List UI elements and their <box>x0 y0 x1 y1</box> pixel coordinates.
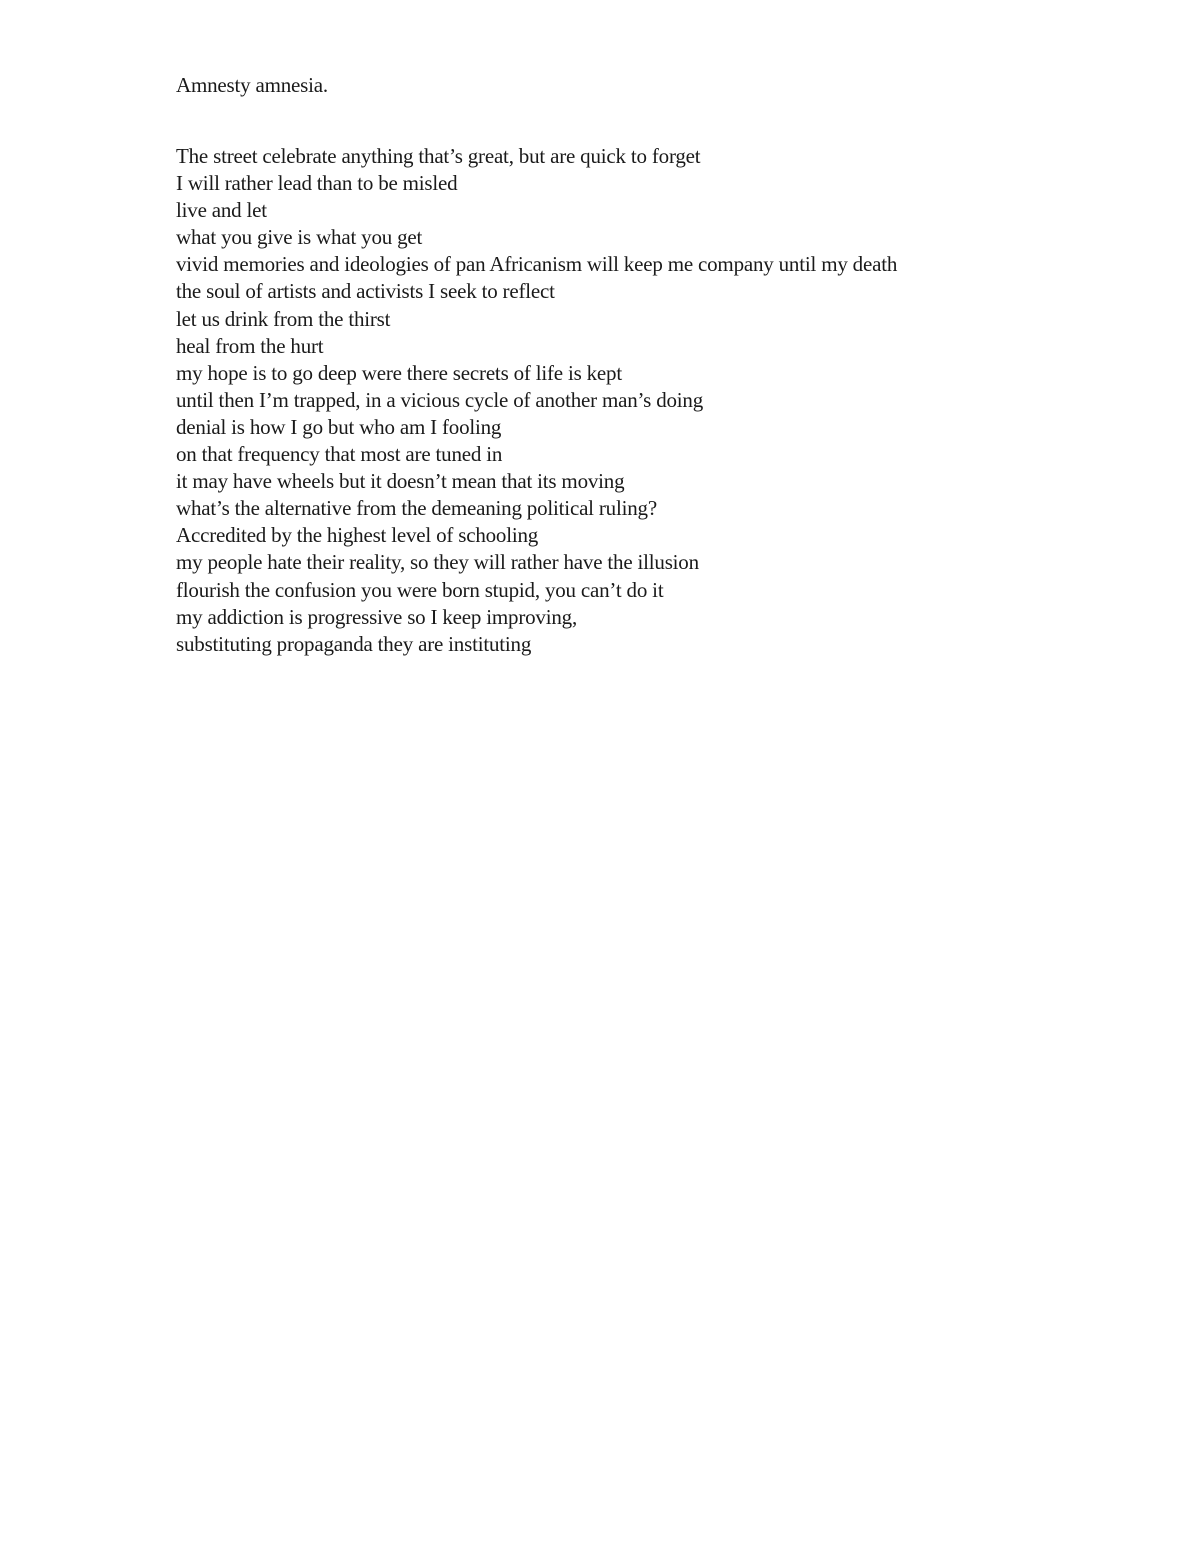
poem-line: vivid memories and ideologies of pan Africanism will keep me company until my death <box>176 252 898 277</box>
poem-line: my addiction is progressive so I keep improving, <box>176 604 577 629</box>
poem-line: substituting propaganda they are instituting <box>176 631 532 656</box>
poem-line: my hope is to go deep were there secrets of life is kept <box>176 360 622 385</box>
poem-line: what’s the alternative from the demeaning political ruling? <box>176 496 657 521</box>
poem-line: denial is how I go but who am I fooling <box>176 414 502 439</box>
title-spacer <box>176 99 1156 143</box>
poem-line: the soul of artists and activists I seek to reflect <box>176 279 555 304</box>
poem-line: my people hate their reality, so they will rather have the illusion <box>176 550 699 575</box>
poem-line: live and let <box>176 198 267 223</box>
poem <box>176 72 1156 658</box>
poem-line: flourish the confusion you were born stupid, you can’t do it <box>176 577 664 602</box>
poem-line: I will rather lead than to be misled <box>176 171 458 196</box>
poem-line: The street celebrate anything that’s great, but are quick to forget <box>176 144 701 168</box>
poem-title: Amnesty amnesia. <box>176 73 328 97</box>
poem-line: it may have wheels but it doesn’t mean that its moving <box>176 469 625 494</box>
poem-line: let us drink from the thirst <box>176 306 391 331</box>
poem-lines <box>176 143 1156 658</box>
poem-line: Accredited by the highest level of schooling <box>176 523 539 548</box>
poem-line: what you give is what you get <box>176 225 423 250</box>
poem-line: on that frequency that most are tuned in <box>176 442 503 467</box>
poem-line: heal from the hurt <box>176 333 324 358</box>
poem-line: until then I’m trapped, in a vicious cycle of another man’s doing <box>176 387 704 412</box>
